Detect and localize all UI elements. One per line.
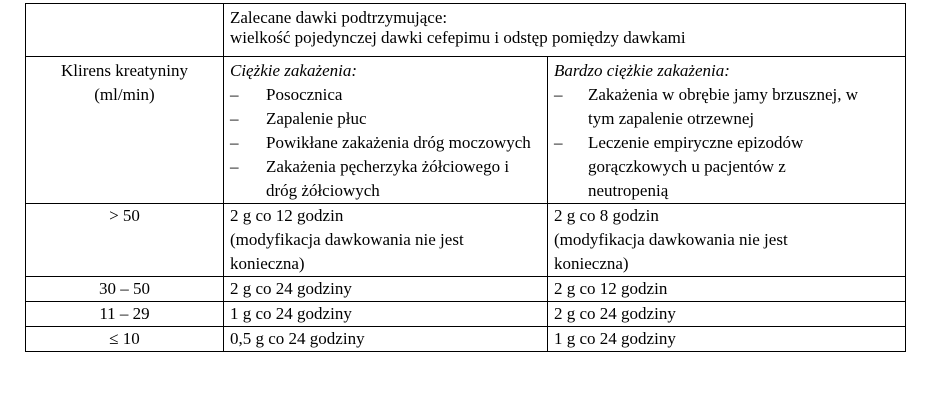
dose-value: 2 g co 8 godzin	[554, 206, 659, 225]
very-severe-dose-cell: 2 g co 12 godzin	[548, 277, 906, 302]
dose-value: 2 g co 12 godzin	[230, 206, 344, 225]
list-item-text: Zakażenia w obrębie jamy brzusznej, w tym zapalenie otrzewnej	[588, 85, 858, 128]
list-item	[554, 83, 859, 131]
list-item	[230, 131, 541, 155]
list-item-text: Zapalenie płuc	[266, 109, 367, 128]
severe-title: Ciężkie zakażenia:	[230, 61, 357, 80]
table-subheader-row	[26, 57, 906, 204]
dash-bullet: –	[230, 133, 239, 152]
severe-dose-cell: 1 g co 24 godziny	[224, 302, 548, 327]
very-severe-dose-cell: 2 g co 24 godziny	[548, 302, 906, 327]
dash-bullet: –	[230, 85, 239, 104]
table-row	[26, 327, 906, 352]
severe-list	[230, 83, 541, 203]
header-dosing-cell	[224, 4, 906, 57]
very-severe-dose-cell	[548, 204, 906, 277]
list-item	[230, 155, 541, 203]
very-severe-header-cell	[548, 57, 906, 204]
clearance-cell: > 50	[26, 204, 224, 277]
dash-bullet: –	[230, 109, 239, 128]
clearance-cell: 11 – 29	[26, 302, 224, 327]
clearance-header-line1: Klirens kreatyniny	[61, 61, 188, 80]
clearance-header-line2: (ml/min)	[94, 85, 155, 104]
dosing-title-line2: wielkość pojedynczej dawki cefepimu i odstęp pomiędzy dawkami	[230, 28, 686, 47]
table-header-row	[26, 4, 906, 57]
severe-dose-cell: 0,5 g co 24 godziny	[224, 327, 548, 352]
very-severe-list	[554, 83, 899, 203]
dosing-table	[25, 3, 906, 352]
dash-bullet: –	[554, 85, 563, 104]
severe-header-cell	[224, 57, 548, 204]
clearance-cell: ≤ 10	[26, 327, 224, 352]
header-empty-cell	[26, 4, 224, 57]
dash-bullet: –	[554, 133, 563, 152]
list-item-text: Posocznica	[266, 85, 343, 104]
dosing-title-line1: Zalecane dawki podtrzymujące:	[230, 8, 448, 27]
dose-note: (modyfikacja dawkowania nie jest konieczna)	[230, 230, 464, 273]
dose-note: (modyfikacja dawkowania nie jest konieczna)	[554, 230, 788, 273]
clearance-cell: 30 – 50	[26, 277, 224, 302]
severe-dose-cell: 2 g co 24 godziny	[224, 277, 548, 302]
clearance-header-cell	[26, 57, 224, 204]
dash-bullet: –	[230, 157, 239, 176]
list-item	[230, 83, 541, 107]
very-severe-dose-cell: 1 g co 24 godziny	[548, 327, 906, 352]
list-item-text: Leczenie empiryczne epizodów gorączkowych u pacjentów z neutropenią	[588, 133, 804, 200]
list-item	[230, 107, 541, 131]
table-row	[26, 302, 906, 327]
table-row	[26, 277, 906, 302]
very-severe-title: Bardzo ciężkie zakażenia:	[554, 61, 730, 80]
severe-dose-cell	[224, 204, 548, 277]
list-item-text: Powikłane zakażenia dróg moczowych	[266, 133, 531, 152]
list-item	[554, 131, 859, 203]
list-item-text: Zakażenia pęcherzyka żółciowego i dróg żółciowych	[266, 157, 510, 200]
table-row	[26, 204, 906, 277]
